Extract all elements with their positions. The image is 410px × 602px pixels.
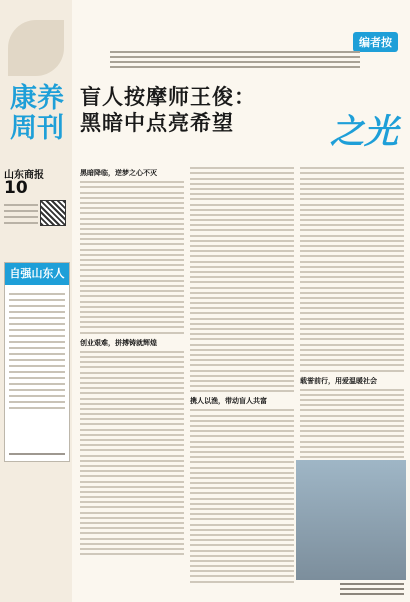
- text-line: [80, 382, 184, 384]
- text-line: [190, 250, 294, 252]
- text-line: [80, 218, 184, 220]
- text-line: [80, 228, 184, 230]
- text-line: [190, 518, 294, 520]
- text-line: [190, 349, 294, 351]
- text-line: [190, 198, 294, 200]
- text-line: [80, 243, 184, 245]
- text-line: [190, 409, 294, 411]
- text-line: [80, 413, 184, 415]
- text-line: [190, 446, 294, 448]
- editor-note-text-lines: [110, 48, 360, 71]
- text-line: [190, 550, 294, 552]
- text-line: [300, 451, 404, 453]
- text-line: [190, 261, 294, 263]
- portrait-photo: [296, 460, 406, 580]
- text-line: [300, 193, 404, 195]
- text-line: [80, 449, 184, 451]
- headline-line-2: 黑暗中点亮希望: [80, 111, 234, 135]
- text-line: [80, 254, 184, 256]
- text-line: [190, 354, 294, 356]
- text-line: [190, 328, 294, 330]
- text-line: [80, 512, 184, 514]
- masthead: [0, 0, 72, 602]
- text-line: [300, 255, 404, 257]
- text-line: [80, 527, 184, 529]
- text-line: [80, 269, 184, 271]
- text-line: [190, 390, 294, 392]
- text-line: [80, 295, 184, 297]
- text-line: [190, 565, 294, 567]
- text-line: [80, 259, 184, 261]
- text-line: [300, 318, 404, 320]
- text-line: [190, 385, 294, 387]
- text-line: [80, 392, 184, 394]
- text-line: [190, 415, 294, 417]
- text-line: [190, 188, 294, 190]
- text-line: [190, 287, 294, 289]
- text-line: [190, 461, 294, 463]
- text-line: [300, 240, 404, 242]
- text-line: [190, 204, 294, 206]
- body-text-lines: [190, 409, 294, 582]
- text-line: [80, 197, 184, 199]
- text-line: [190, 172, 294, 174]
- text-line: [190, 472, 294, 474]
- text-line: [300, 425, 404, 427]
- text-line: [300, 167, 404, 169]
- text-line: [190, 240, 294, 242]
- text-line: [190, 193, 294, 195]
- text-line: [300, 359, 404, 361]
- text-line: [190, 364, 294, 366]
- text-line: [80, 418, 184, 420]
- body-text-lines: [300, 167, 404, 371]
- text-line: [300, 292, 404, 294]
- text-line: [190, 224, 294, 226]
- text-line: [300, 209, 404, 211]
- text-line: [190, 214, 294, 216]
- text-line: [190, 312, 294, 314]
- text-line: [300, 364, 404, 366]
- editor-note: [80, 4, 406, 68]
- text-line: [300, 235, 404, 237]
- text-line: [300, 399, 404, 401]
- text-line: [80, 290, 184, 292]
- text-line: [80, 517, 184, 519]
- body-column-1: [80, 164, 184, 600]
- text-line: [300, 446, 404, 448]
- text-line: [190, 529, 294, 531]
- text-line: [300, 349, 404, 351]
- text-line: [80, 434, 184, 436]
- text-line: [190, 359, 294, 361]
- text-line: [80, 548, 184, 550]
- text-line: [190, 338, 294, 340]
- text-line: [190, 570, 294, 572]
- text-line: [80, 316, 184, 318]
- column-title: 自强山东人: [5, 263, 69, 285]
- text-line: [190, 333, 294, 335]
- text-line: [80, 408, 184, 410]
- text-line: [190, 487, 294, 489]
- text-line: [300, 441, 404, 443]
- text-line: [300, 297, 404, 299]
- text-line: [80, 465, 184, 467]
- text-line: [190, 276, 294, 278]
- text-line: [80, 481, 184, 483]
- text-line: [80, 460, 184, 462]
- text-line: [80, 332, 184, 334]
- column-footer-line: [9, 453, 65, 455]
- text-line: [80, 356, 184, 358]
- text-line: [190, 544, 294, 546]
- text-line: [80, 275, 184, 277]
- text-line: [300, 271, 404, 273]
- column-box: [4, 262, 70, 462]
- issue-number: 10: [4, 178, 28, 198]
- text-line: [190, 503, 294, 505]
- text-line: [190, 375, 294, 377]
- text-line: [190, 492, 294, 494]
- text-line: [190, 281, 294, 283]
- text-line: [190, 167, 294, 169]
- text-line: [190, 370, 294, 372]
- text-line: [80, 506, 184, 508]
- text-line: [300, 420, 404, 422]
- text-line: [300, 261, 404, 263]
- text-line: [300, 198, 404, 200]
- text-line: [80, 233, 184, 235]
- text-line: [190, 255, 294, 257]
- text-line: [80, 361, 184, 363]
- section-heading: 黑暗降临，逆梦之心不灭: [80, 169, 157, 177]
- text-line: [300, 338, 404, 340]
- text-line: [80, 496, 184, 498]
- text-line: [190, 302, 294, 304]
- text-line: [80, 311, 184, 313]
- body-text-lines: [190, 167, 294, 392]
- text-line: [300, 224, 404, 226]
- text-line: [80, 264, 184, 266]
- text-line: [80, 285, 184, 287]
- text-line: [80, 475, 184, 477]
- text-line: [190, 581, 294, 583]
- text-line: [300, 430, 404, 432]
- qr-code-icon: [40, 200, 66, 226]
- text-line: [190, 498, 294, 500]
- text-line: [80, 501, 184, 503]
- text-line: [190, 456, 294, 458]
- text-line: [80, 351, 184, 353]
- headline-line-1: 盲人按摩师王俊：: [80, 85, 256, 109]
- text-line: [190, 451, 294, 453]
- text-line: [300, 302, 404, 304]
- paper-name: 山东商报: [4, 170, 44, 181]
- text-line: [80, 326, 184, 328]
- text-line: [190, 235, 294, 237]
- text-line: [80, 486, 184, 488]
- text-line: [300, 328, 404, 330]
- text-line: [300, 276, 404, 278]
- section-heading: 创业艰难，拼搏铸就辉煌: [80, 338, 157, 347]
- section-heading: 载誉前行，用爱温暖社会: [300, 376, 377, 385]
- text-line: [300, 204, 404, 206]
- text-line: [190, 292, 294, 294]
- text-line: [80, 321, 184, 323]
- text-line: [80, 398, 184, 400]
- text-line: [80, 423, 184, 425]
- text-line: [300, 435, 404, 437]
- text-line: [80, 238, 184, 240]
- text-line: [190, 271, 294, 273]
- text-line: [300, 333, 404, 335]
- column-text-lines: [5, 285, 69, 417]
- text-line: [80, 249, 184, 251]
- text-line: [190, 219, 294, 221]
- text-line: [80, 372, 184, 374]
- text-line: [300, 245, 404, 247]
- text-line: [80, 470, 184, 472]
- text-line: [80, 522, 184, 524]
- text-line: [300, 370, 404, 372]
- headline: [80, 84, 406, 156]
- text-line: [190, 266, 294, 268]
- text-line: [190, 477, 294, 479]
- text-line: [300, 415, 404, 417]
- masthead-info-lines: [4, 200, 38, 228]
- text-line: [80, 306, 184, 308]
- text-line: [190, 435, 294, 437]
- text-line: [300, 323, 404, 325]
- text-line: [300, 266, 404, 268]
- text-line: [190, 534, 294, 536]
- text-line: [190, 539, 294, 541]
- body-column-2: [190, 164, 294, 600]
- text-line: [190, 323, 294, 325]
- body-text-lines: [80, 181, 184, 333]
- text-line: [190, 430, 294, 432]
- text-line: [80, 553, 184, 555]
- text-line: [80, 403, 184, 405]
- text-line: [190, 513, 294, 515]
- text-line: [80, 543, 184, 545]
- text-line: [300, 389, 404, 391]
- text-line: [80, 444, 184, 446]
- text-line: [190, 209, 294, 211]
- text-line: [300, 344, 404, 346]
- text-line: [80, 455, 184, 457]
- text-line: [300, 409, 404, 411]
- text-line: [190, 575, 294, 577]
- text-line: [80, 212, 184, 214]
- body-text-lines: [80, 351, 184, 555]
- editor-note-badge: 编者按: [353, 32, 398, 52]
- text-line: [190, 245, 294, 247]
- text-line: [80, 202, 184, 204]
- headline-brush-text: 之光: [330, 112, 398, 152]
- text-line: [80, 186, 184, 188]
- text-line: [300, 188, 404, 190]
- text-line: [190, 307, 294, 309]
- text-line: [80, 387, 184, 389]
- text-line: [300, 354, 404, 356]
- text-line: [80, 223, 184, 225]
- text-line: [190, 420, 294, 422]
- text-line: [300, 178, 404, 180]
- text-line: [190, 560, 294, 562]
- text-line: [80, 366, 184, 368]
- text-line: [300, 229, 404, 231]
- text-line: [300, 456, 404, 458]
- text-line: [80, 301, 184, 303]
- text-line: [80, 207, 184, 209]
- text-line: [80, 377, 184, 379]
- text-line: [190, 555, 294, 557]
- text-line: [300, 394, 404, 396]
- masthead-title: 康养 周刊: [10, 83, 64, 144]
- text-line: [80, 491, 184, 493]
- text-line: [190, 467, 294, 469]
- text-line: [80, 181, 184, 183]
- leaf-decoration: [8, 20, 64, 76]
- text-line: [80, 532, 184, 534]
- text-line: [190, 229, 294, 231]
- text-line: [190, 183, 294, 185]
- text-line: [190, 441, 294, 443]
- text-line: [190, 178, 294, 180]
- text-line: [300, 404, 404, 406]
- text-line: [300, 281, 404, 283]
- text-line: [80, 538, 184, 540]
- text-line: [300, 219, 404, 221]
- text-line: [190, 318, 294, 320]
- photo-caption-lines: [340, 580, 404, 596]
- text-line: [190, 508, 294, 510]
- text-line: [300, 172, 404, 174]
- text-line: [300, 214, 404, 216]
- text-line: [190, 297, 294, 299]
- text-line: [300, 287, 404, 289]
- text-line: [190, 344, 294, 346]
- text-line: [300, 250, 404, 252]
- text-line: [190, 380, 294, 382]
- text-line: [80, 280, 184, 282]
- text-line: [80, 439, 184, 441]
- text-line: [300, 312, 404, 314]
- text-line: [190, 482, 294, 484]
- text-line: [300, 183, 404, 185]
- text-line: [80, 429, 184, 431]
- text-line: [80, 192, 184, 194]
- text-line: [190, 425, 294, 427]
- text-line: [190, 524, 294, 526]
- section-heading: 携人以渔，带动盲人共富: [190, 397, 267, 406]
- text-line: [300, 307, 404, 309]
